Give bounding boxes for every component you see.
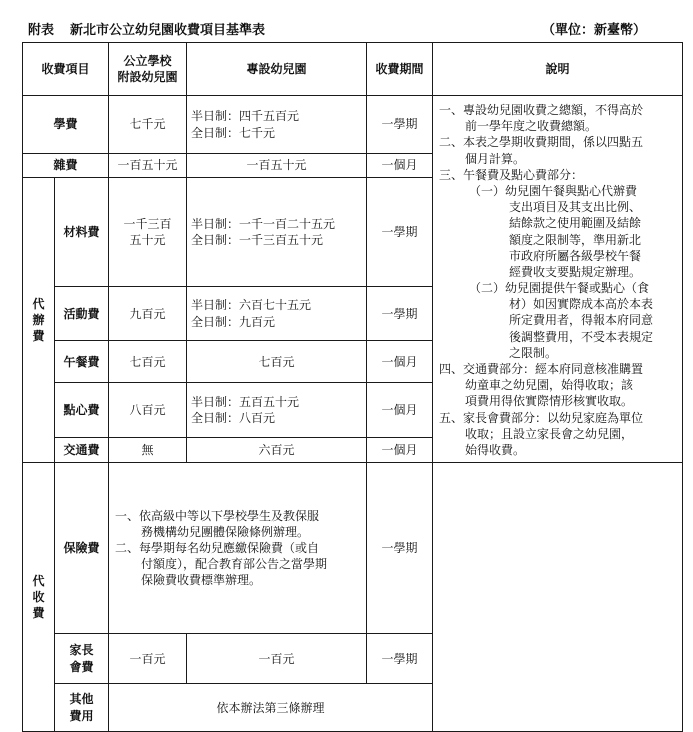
col-header-period: 收費期間: [367, 43, 433, 96]
misc-dedicated: 一百五十元: [187, 154, 367, 178]
appendix-label: 附表: [28, 23, 55, 38]
snack-dedicated: 半日制：五百五十元 全日制：八百元: [187, 383, 367, 438]
insurance-description: 一、依高級中等以下學校學生及教保服 務機構幼兒團體保險條例辦理。 二、每學期每名幼兒應繳保險費（或自 付額度），配合教育部公告之當學期 保險費收費標準辦理。: [109, 463, 367, 634]
page-title: 新北市公立幼兒園收費項目基準表: [70, 23, 266, 38]
col-header-notes: 說明: [433, 43, 683, 96]
row-label-materials: 材料費: [55, 178, 109, 287]
row-label-transport: 交通費: [55, 438, 109, 463]
misc-period: 一個月: [367, 154, 433, 178]
group-label-collect: 代 收 費: [23, 463, 55, 732]
snack-public: 八百元: [109, 383, 187, 438]
other-description: 依本辦法第三條辦理: [109, 684, 433, 732]
parents-public: 一百元: [109, 634, 187, 684]
materials-dedicated: 半日制：一千一百二十五元 全日制：一千三百五十元: [187, 178, 367, 287]
notes-column: 一、專設幼兒園收費之總額，不得高於 前一學年度之收費總額。 二、本表之學期收費期間，係以四點五 個月計算。 三、午餐費及點心費部分： （一）幼兒園午餐與點心代辦費 支出項目及其支出比例、 結餘款之使用範圍及結餘 額度之限制等，準用新北 市政府所屬各級學校午餐 經費收支要點規定辦理。 （二）幼兒園提供午餐或點心（食 材）如因實際成本高於本表 所定費用者，得報本府同意 後調整費用，不受本表規定 之限制。 四、交通費部分：經本府同意核准購置 幼童車之幼兒園，始得收取；該 項費用得依實際情形核實收取。 五、家長會費部分：以幼兒家庭為單位 收取；且設立家長會之幼兒園， 始得收費。: [433, 96, 683, 463]
activity-period: 一學期: [367, 287, 433, 341]
transport-period: 一個月: [367, 438, 433, 463]
fee-table: [22, 42, 683, 732]
activity-public: 九百元: [109, 287, 187, 341]
col-header-item: 收費項目: [23, 43, 109, 96]
tuition-dedicated: 半日制：四千五百元 全日制：七千元: [187, 96, 367, 154]
lunch-dedicated: 七百元: [187, 341, 367, 383]
table-row: [23, 96, 683, 154]
lunch-period: 一個月: [367, 341, 433, 383]
misc-public: 一百五十元: [109, 154, 187, 178]
row-label-insurance: 保險費: [55, 463, 109, 634]
page-header: [22, 17, 682, 39]
transport-dedicated: 六百元: [187, 438, 367, 463]
row-label-activity: 活動費: [55, 287, 109, 341]
row-label-other: 其他 費用: [55, 684, 109, 732]
col-header-public: 公立學校 附設幼兒園: [109, 43, 187, 96]
group-label-agency: 代 辦 費: [23, 178, 55, 463]
row-label-parents: 家長 會費: [55, 634, 109, 684]
row-label-snack: 點心費: [55, 383, 109, 438]
tuition-period: 一學期: [367, 96, 433, 154]
insurance-period: 一學期: [367, 463, 433, 634]
row-label-tuition: 學費: [23, 96, 109, 154]
lunch-public: 七百元: [109, 341, 187, 383]
header-row: [23, 43, 683, 96]
parents-dedicated: 一百元: [187, 634, 367, 684]
table-row: [23, 463, 683, 634]
notes-continued: [433, 463, 683, 732]
row-label-lunch: 午餐費: [55, 341, 109, 383]
transport-public: 無: [109, 438, 187, 463]
parents-period: 一學期: [367, 634, 433, 684]
materials-period: 一學期: [367, 178, 433, 287]
activity-dedicated: 半日制：六百七十五元 全日制：九百元: [187, 287, 367, 341]
tuition-public: 七千元: [109, 96, 187, 154]
row-label-misc: 雜費: [23, 154, 109, 178]
unit-note: （單位：新臺幣）: [542, 23, 647, 38]
snack-period: 一個月: [367, 383, 433, 438]
col-header-dedicated: 專設幼兒園: [187, 43, 367, 96]
materials-public: 一千三百 五十元: [109, 178, 187, 287]
